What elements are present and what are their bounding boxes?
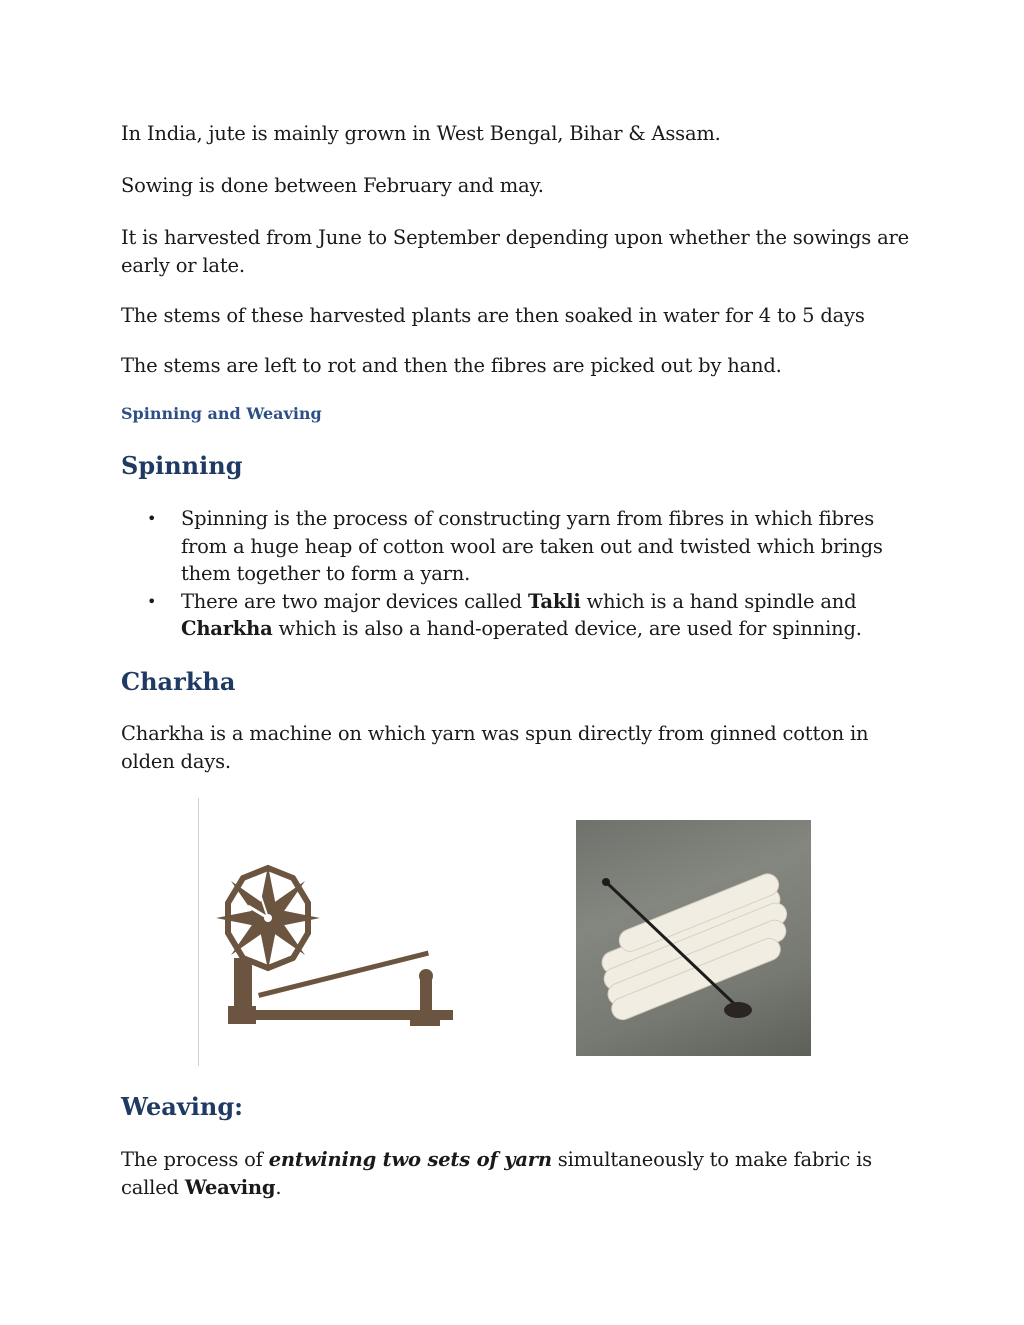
heading-charkha: Charkha bbox=[121, 667, 236, 696]
weaving-text-pre: The process of bbox=[121, 1148, 269, 1171]
weaving-text-mid: simultaneously to make fabric is called bbox=[121, 1148, 872, 1199]
list-item bbox=[121, 505, 911, 588]
bullet-icon: • bbox=[147, 591, 157, 611]
paragraph-weaving bbox=[121, 1146, 911, 1202]
bullet-text-pre: There are two major devices called bbox=[181, 589, 528, 613]
paragraph-harvest: It is harvested from June to September depending upon whether the sowings are early or late. bbox=[121, 226, 910, 277]
weaving-text-post: . bbox=[275, 1176, 282, 1199]
bullet-text-post: which is also a hand-operated device, are used for spinning. bbox=[272, 617, 862, 640]
term-weaving: Weaving bbox=[184, 1176, 276, 1199]
bullet-icon: • bbox=[147, 509, 157, 528]
image-border-line bbox=[198, 798, 199, 1066]
charkha-wheel-icon bbox=[198, 798, 458, 1068]
subheading-spinning-weaving: Spinning and Weaving bbox=[121, 404, 322, 423]
term-charkha: Charkha bbox=[181, 617, 273, 640]
takli-image bbox=[576, 820, 811, 1056]
paragraph-sowing: Sowing is done between February and may. bbox=[121, 174, 544, 197]
spinning-bullet-list bbox=[121, 505, 911, 643]
heading-spinning: Spinning bbox=[121, 451, 243, 480]
paragraph-rotting: The stems are left to rot and then the fibres are picked out by hand. bbox=[121, 354, 782, 377]
charkha-image bbox=[198, 798, 458, 1068]
paragraph-charkha: Charkha is a machine on which yarn was spun directly from ginned cotton in olden days. bbox=[121, 722, 869, 773]
term-takli: Takli bbox=[527, 589, 581, 613]
paragraph-soaking: The stems of these harvested plants are then soaked in water for 4 to 5 days bbox=[121, 304, 865, 327]
weaving-emphasis: entwining two sets of yarn bbox=[268, 1148, 552, 1171]
bullet-text: Spinning is the process of constructing yarn from fibres in which fibres from a huge heap of cotton wool are taken out and twisted which brings them together to form a yarn. bbox=[181, 507, 883, 585]
paragraph-jute-regions: In India, jute is mainly grown in West Bengal, Bihar & Assam. bbox=[121, 122, 721, 145]
bullet-text-mid: which is a hand spindle and bbox=[580, 589, 857, 613]
takli-spindle-icon bbox=[576, 820, 811, 1056]
list-item bbox=[121, 588, 911, 643]
heading-weaving: Weaving: bbox=[121, 1092, 243, 1121]
